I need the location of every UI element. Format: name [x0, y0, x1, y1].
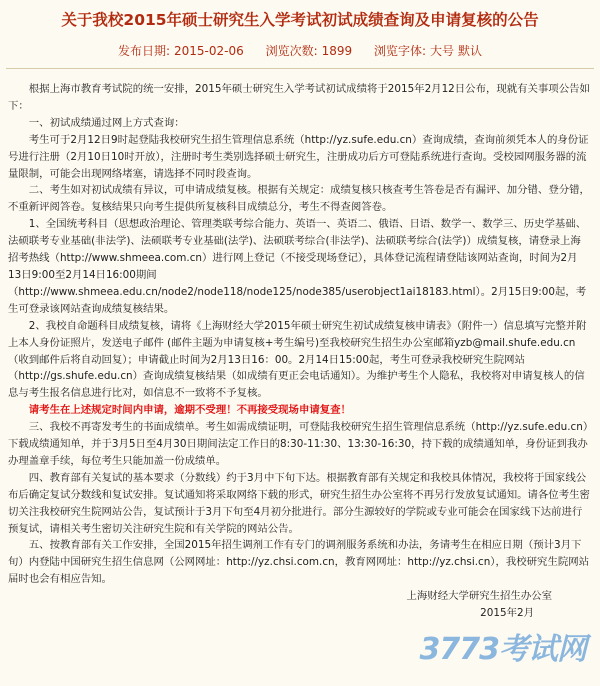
section2-heading: 二、考生如对初试成绩有异议，可申请成绩复核。根据有关规定：成绩复核只核查考生答卷是否有漏评、加分错、登分错，不重新评阅答卷。复核结果只向考生提供所复核科目成绩总分，考生不得查阅答卷。 — [8, 184, 590, 214]
article-meta — [0, 42, 600, 60]
font-size-selector: 浏览字体: 大号 默认 — [373, 44, 483, 58]
section1-heading: 一、初试成绩通过网上方式查询： — [28, 116, 185, 129]
section5-paragraph: 五、按教育部有关工作安排，全国2015年招生调剂工作有专门的调剂服务系统和办法，务请考生在相应日期（预计3月下旬）内登陆中国研究生招生信息网（公网网址：http://yz.chsi.com.cn，教育网网址：http://yz.chsi.cn），我校研究生院网站届时也会有相应告知。 — [8, 539, 590, 586]
section3-paragraph: 三、我校不再寄发考生的书面成绩单。考生如需成绩证明，可登陆我校研究生招生管理信息系统（http://yz.sufe.edu.cn）下载成绩通知单，并于3月5日至4月30日期间法定工作日的8:30-11:30、13:30-16:30，持下载的成绩通知单，身份证到我办办理盖章手续，每位考生只能加盖一份成绩单。 — [8, 421, 589, 467]
section2-item1 — [8, 216, 590, 317]
section2-item1-tail: 。2月15日9:00起，考生可登录该网站查询成绩复核结果。 — [8, 285, 587, 315]
font-default-link[interactable]: 默认 — [458, 44, 483, 58]
section1-body: 考生可于2月12日9时起登陆我校研究生招生管理信息系统（http://yz.sufe.edu.cn）查询成绩，查询前须凭本人的身份证号进行注册（2月10日10时开放），注册时考生类别选择硕士研究生，注册成功后方可登陆系统进行查询。受校园网服务器的流量限制，可能会出现网络堵塞，请选择不同时段查询。 — [8, 133, 589, 180]
signature: 上海财经大学研究生招生办公室 — [406, 590, 552, 603]
shmeea-link[interactable]: （http://www.shmeea.edu.cn/node2/node118/node125/node385/userobject1ai18183.html） — [8, 285, 481, 298]
intro-paragraph: 根据上海市教育考试院的统一安排，2015年硕士研究生入学考试初试成绩将于2015年2月12日公布，现就有关事项公告如下： — [8, 83, 590, 112]
warning-text: 请考生在上述规定时间内申请，逾期不受理！不再接受现场申请复查！ — [28, 404, 351, 417]
font-large-link[interactable]: 大号 — [430, 44, 455, 58]
signature-date: 2015年2月 — [480, 607, 534, 620]
site-watermark-logo: 3773考试网 — [419, 632, 586, 667]
page-title: 关于我校2015年硕士研究生入学考试初试成绩查询及申请复核的公告 — [61, 11, 539, 29]
article-body — [0, 69, 600, 622]
publish-date: 发布日期: 2015-02-06 — [117, 44, 244, 58]
section2-item2: 2、我校自命题科目成绩复核，请将《上海财经大学2015年硕士研究生初试成绩复核申请表》（附件一）信息填写完整并附上本人身份证照片，发送电子邮件 (邮件主题为申请复核+考生编号)至我校研究生招生办公室邮箱yzb@mail.shufe.edu.cn（收到邮件后将自动回复）；申请截止时间为2月13日16：00。2月14日15:00起，考生可登录我校研究生院网站（http://gs.shufe.edu.cn）查询成绩复核结果（如成绩有更正会电话通知）。为维护考生个人隐私，我校将对申请复核人的信息与考生报名信息进行比对，如信息不一致将不予复核。 — [8, 319, 587, 400]
section4-paragraph: 四、教育部有关复试的基本要求（分数线）约于3月中下旬下达。根据教育部有关规定和我校具体情况，我校将于国家线公布后确定复试分数线和复试安排。复试通知将采取网络下载的形式，研究生招生办公室将不再另行发放复试通知。请各位考生密切关注我校研究生院网站公告，复试预计于3月下旬至4月初分批进行。部分生源较好的学院或专业可能会在国家线下达前进行预复试，请相关考生密切关注研究生院和有关学院的网站公告。 — [8, 471, 590, 535]
view-count: 浏览次数: 1899 — [265, 44, 353, 58]
section2-item1-text: 1、全国统考科目（思想政治理论、管理类联考综合能力、英语一、英语二、俄语、日语、数学一、数学三、历史学基础、法硕联考专业基础(非法学)、法硕联考专业基础(法学)、法硕联考综合(非法学)、法硕联考综合(法学)）成绩复核，请登录上海招考热线（http://www.shmeea.com.cn）进行网上登记（不接受现场登记），具体登记流程请登陆该网站查询，时间为2月13日9:00至2月14日16:00期间 — [8, 218, 587, 281]
